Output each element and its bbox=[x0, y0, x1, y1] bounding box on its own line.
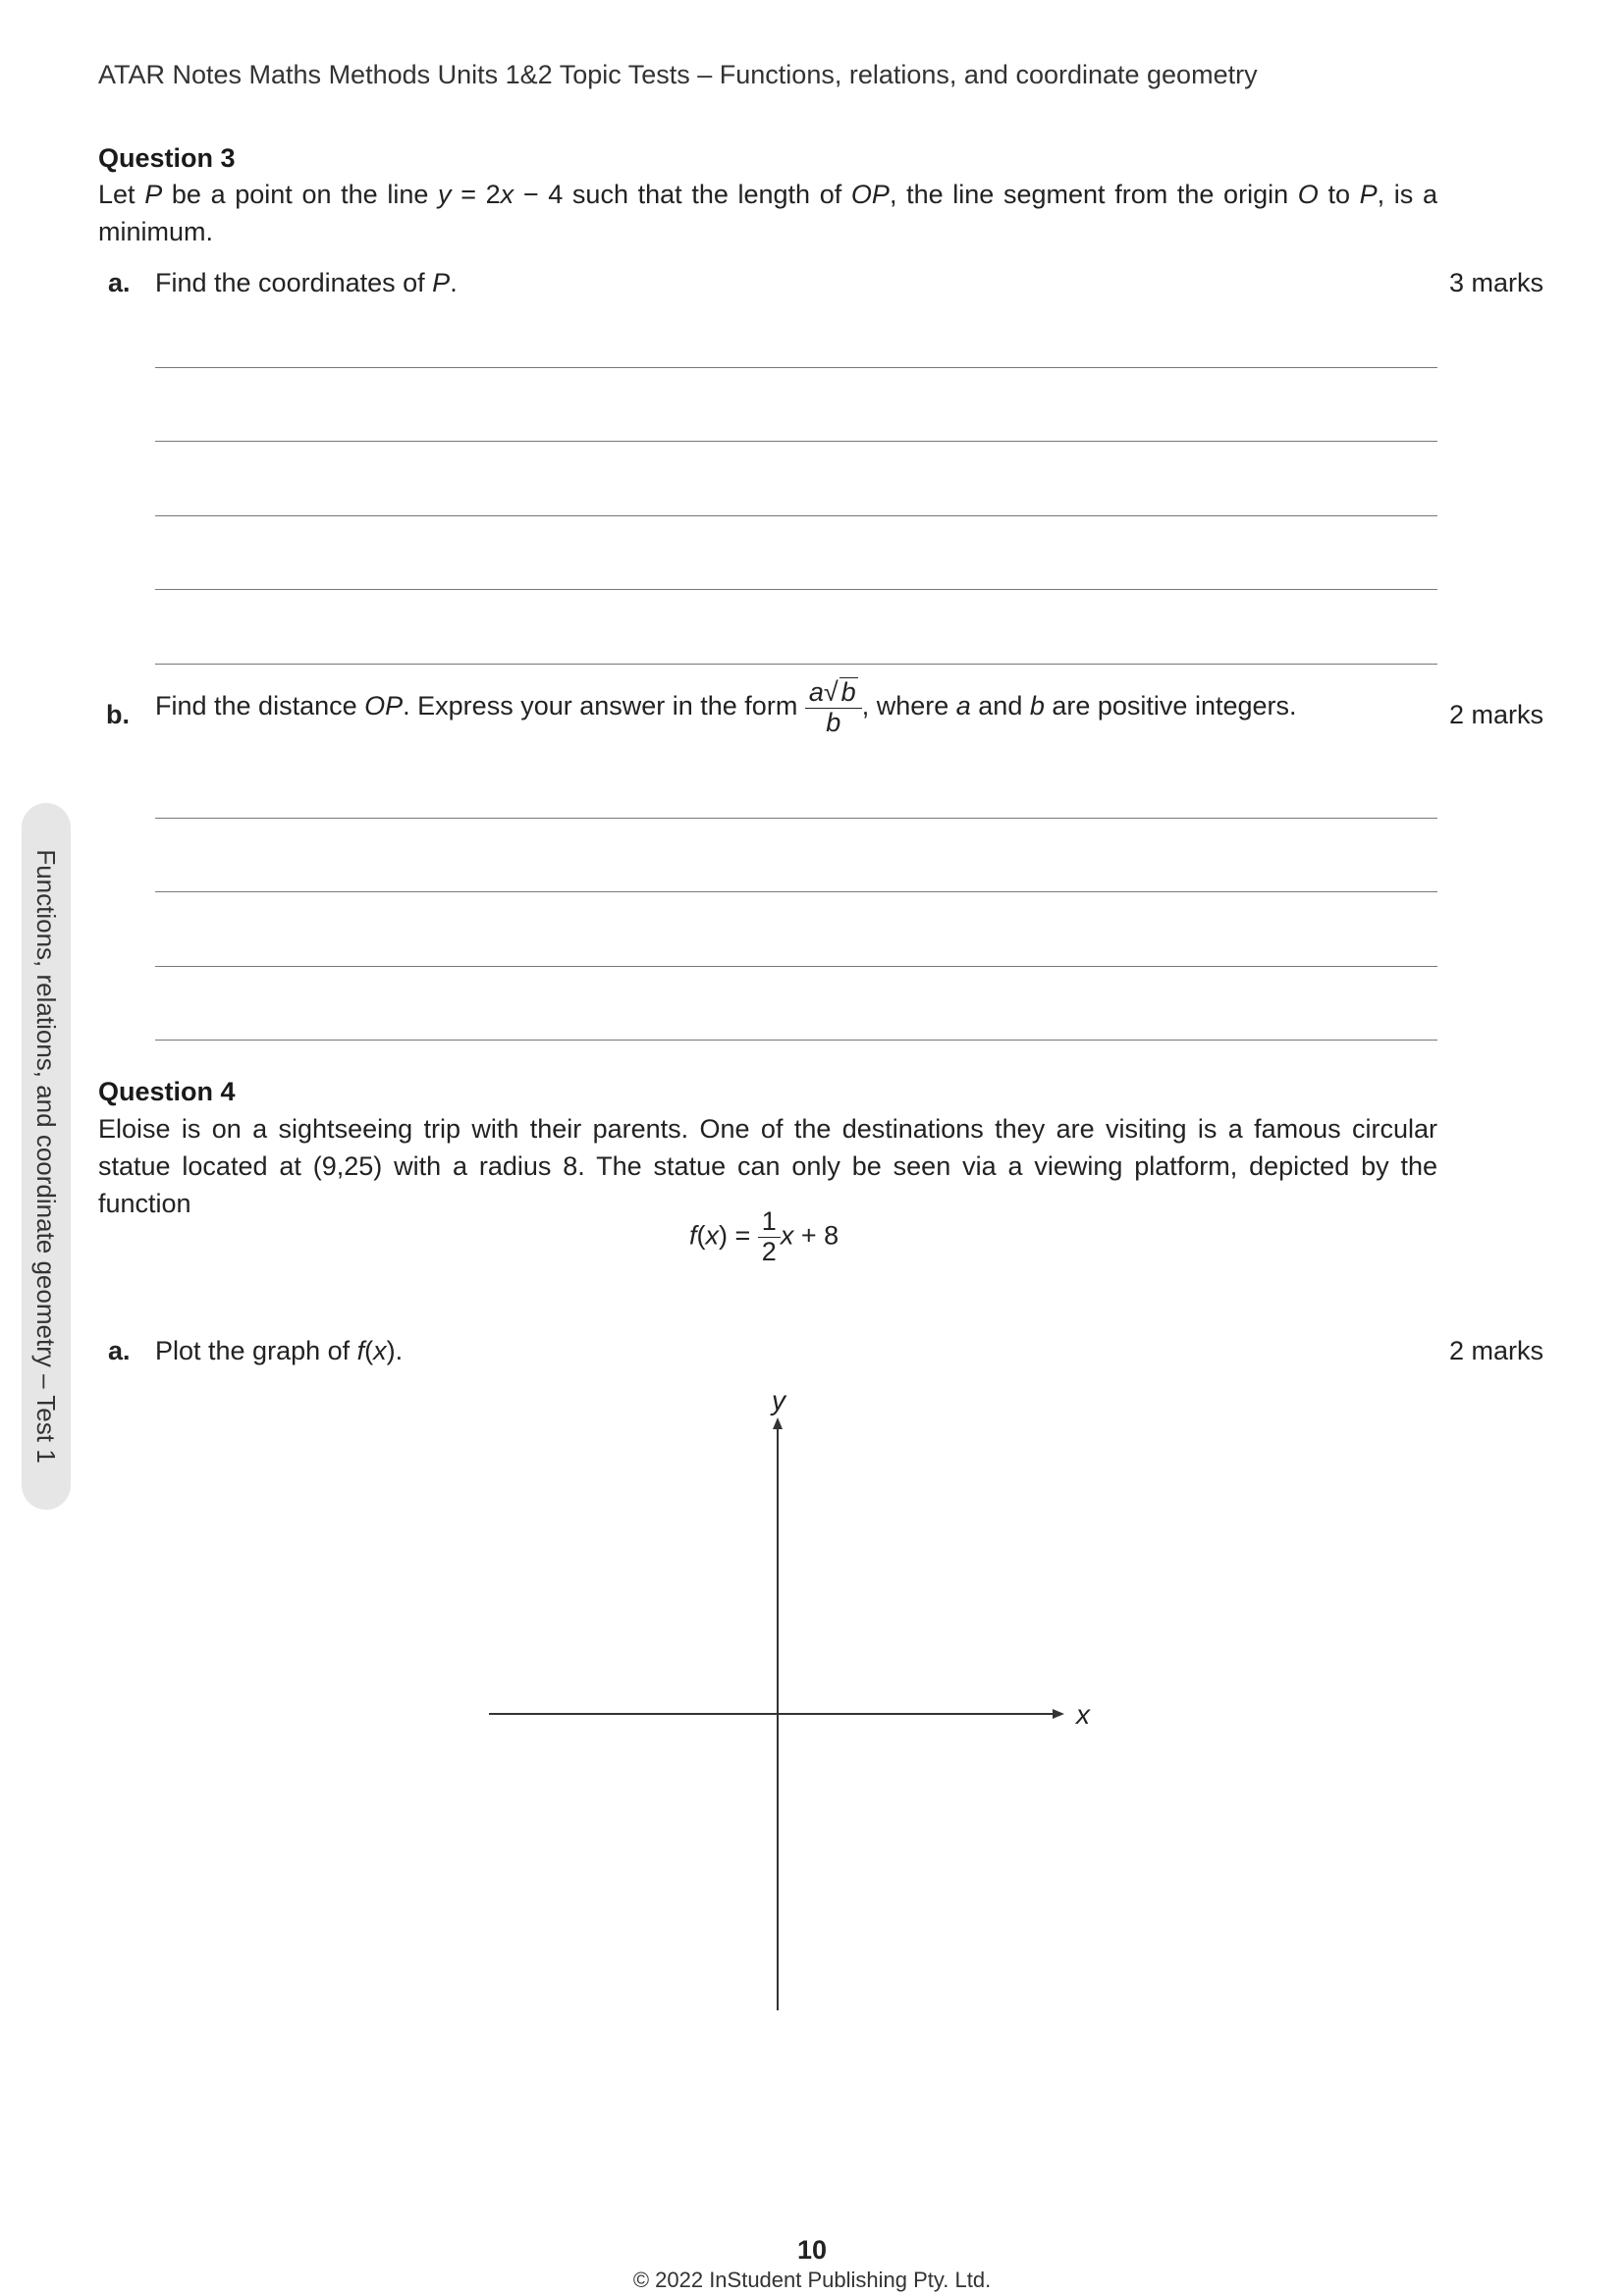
page-number: 10 bbox=[796, 2235, 828, 2265]
stem-text: − 4 such that the length of bbox=[514, 180, 851, 209]
q4a-marks: 2 marks bbox=[1449, 1336, 1544, 1365]
var-p: P bbox=[144, 180, 163, 209]
fraction-a-root-b-over-b: $\frac{a√ b}{b}$ bbox=[805, 677, 862, 737]
x-axis-label: x bbox=[1076, 1699, 1090, 1730]
q3b-marks: 2 marks bbox=[1449, 700, 1544, 729]
var-op: OP bbox=[364, 690, 404, 721]
side-tab-label: Functions, relations, and coordinate geometry – Test 1 bbox=[31, 849, 62, 1464]
q4a-letter: a. bbox=[108, 1336, 131, 1365]
stem-text: Let bbox=[98, 180, 145, 209]
stem-text: = 2 bbox=[451, 180, 501, 209]
y-axis-arrowhead bbox=[773, 1417, 783, 1429]
stem-text: be a point on the line bbox=[162, 180, 439, 209]
q3a-letter: a. bbox=[108, 268, 131, 297]
q3b-letter: b. bbox=[106, 700, 130, 729]
var-b: b bbox=[1029, 690, 1045, 721]
answer-line[interactable] bbox=[155, 589, 1437, 590]
question-3-heading: Question 3 bbox=[98, 143, 236, 173]
answer-line[interactable] bbox=[155, 367, 1437, 368]
running-header: ATAR Notes Maths Methods Units 1&2 Topic Tests – Functions, relations, and coordinate geometry bbox=[98, 60, 1258, 89]
answer-line[interactable] bbox=[155, 1040, 1437, 1041]
var-o: O bbox=[1297, 180, 1319, 209]
stem-text: to bbox=[1318, 180, 1360, 209]
var-op: OP bbox=[850, 180, 890, 209]
var-p: P bbox=[432, 268, 451, 297]
question-4-heading: Question 4 bbox=[98, 1077, 236, 1106]
fraction-one-half: $\frac{1}{2}$ bbox=[758, 1207, 781, 1266]
var-a: a bbox=[955, 690, 971, 721]
y-axis-label: y bbox=[772, 1385, 785, 1415]
q3a-marks: 3 marks bbox=[1449, 268, 1544, 297]
question-4-stem: Eloise is on a sightseeing trip with their parents. One of the destinations they are visiting is a famous circular statue located at (9,25) with a radius 8. The statue can only be seen via a viewing platform, depicted by the function bbox=[98, 1114, 1437, 1218]
copyright-notice: © 2022 InStudent Publishing Pty. Ltd. bbox=[632, 2268, 992, 2292]
blank-cartesian-axes[interactable] bbox=[471, 1374, 1119, 2022]
stem-text: , the line segment from the origin bbox=[889, 180, 1298, 209]
answer-line[interactable] bbox=[155, 891, 1437, 892]
var-p: P bbox=[1359, 180, 1378, 209]
side-section-tab bbox=[22, 803, 71, 1510]
stem-text: , is a minimum. bbox=[98, 180, 1437, 246]
answer-line[interactable] bbox=[155, 664, 1437, 665]
function-definition: f(x) = $\frac{1}{2}$ x + 8 bbox=[689, 1206, 839, 1266]
q3a-prompt: Find the coordinates of P. bbox=[155, 268, 458, 297]
q3b-prompt: Find the distance OP. Express your answer in the form $\frac{a√ b}{b}$ , where a and b are positive integers. bbox=[155, 677, 1297, 737]
answer-line[interactable] bbox=[155, 966, 1437, 967]
answer-line[interactable] bbox=[155, 515, 1437, 516]
answer-line[interactable] bbox=[155, 818, 1437, 819]
x-axis-arrowhead bbox=[1053, 1709, 1064, 1719]
var-x: x bbox=[500, 180, 514, 209]
var-y: y bbox=[438, 180, 452, 209]
question-3-stem bbox=[98, 177, 1437, 251]
answer-line[interactable] bbox=[155, 441, 1437, 442]
q4a-prompt: Plot the graph of f(x). bbox=[155, 1336, 404, 1365]
